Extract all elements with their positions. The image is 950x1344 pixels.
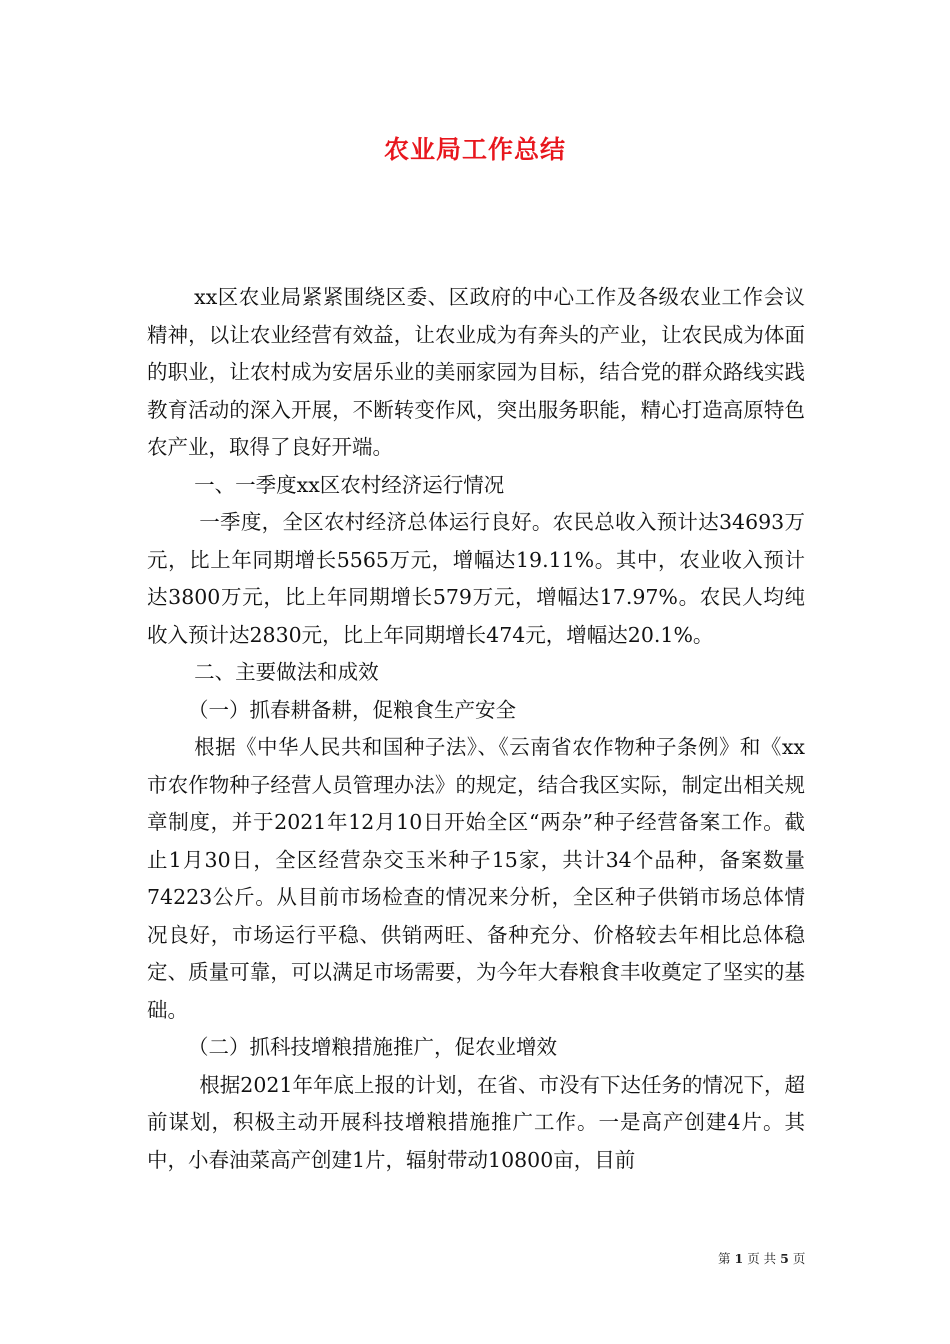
heading-section-1: 一、一季度xx区农村经济运行情况 [194, 472, 505, 497]
document-body [147, 279, 805, 1179]
footer-suffix: 页 [792, 1251, 806, 1266]
heading-section-2: 二、主要做法和成效 [194, 660, 379, 684]
paragraph-subsection-2: 根据2021年年底上报的计划，在省、市没有下达任务的情况下，超前谋划，积极主动开展科技增粮措施推广工作。一是高产创建4片。其中，小春油菜高产创建1片，辐射带动10800亩，目前 [147, 1072, 805, 1172]
footer-prefix: 第 [718, 1251, 731, 1266]
heading-subsection-2: （二）抓科技增粮措施推广，促农业增效 [188, 1035, 557, 1059]
heading-subsection-1: （一）抓春耕备耕，促粮食生产安全 [188, 697, 516, 722]
paragraph-section-1: 一季度，全区农村经济总体运行良好。农民总收入预计达34693万元，比上年同期增长5565万元，增幅达19.11%。其中，农业收入预计达3800万元，比上年同期增长579万元，增幅达17.97%。农民人均纯收入预计达2830元，比上年同期增长474元，增幅达20.1%。 [147, 510, 805, 647]
footer-total-pages: 5 [780, 1251, 789, 1266]
footer-current-page: 1 [734, 1251, 744, 1266]
paragraph-subsection-1: 根据《中华人民共和国种子法》、《云南省农作物种子条例》和《xx市农作物种子经营人员管理办法》的规定，结合我区实际，制定出相关规章制度，并于2021年12月10日开始全区“两杂”种子经营备案工作。截止1月30日，全区经营杂交玉米种子15家，共计34个品种，备案数量74223公斤。从目前市场检查的情况来分析，全区种子供销市场总体情况良好，市场运行平稳、供销两旺、备种充分、价格较去年相比总体稳定、质量可靠，可以满足市场需要，为今年大春粮食丰收奠定了坚实的基础。 [147, 735, 805, 1022]
paragraph-intro: xx区农业局紧紧围绕区委、区政府的中心工作及各级农业工作会议精神，以让农业经营有效益，让农业成为有奔头的产业，让农民成为体面的职业，让农村成为安居乐业的美丽家园为目标，结合党的群众路线实践教育活动的深入开展，不断转变作风，突出服务职能，精心打造高原特色农产业，取得了良好开端。 [147, 285, 805, 459]
page-number-footer [718, 1249, 805, 1267]
document-title: 农业局工作总结 [383, 135, 566, 164]
footer-middle: 页 共 [747, 1251, 777, 1266]
